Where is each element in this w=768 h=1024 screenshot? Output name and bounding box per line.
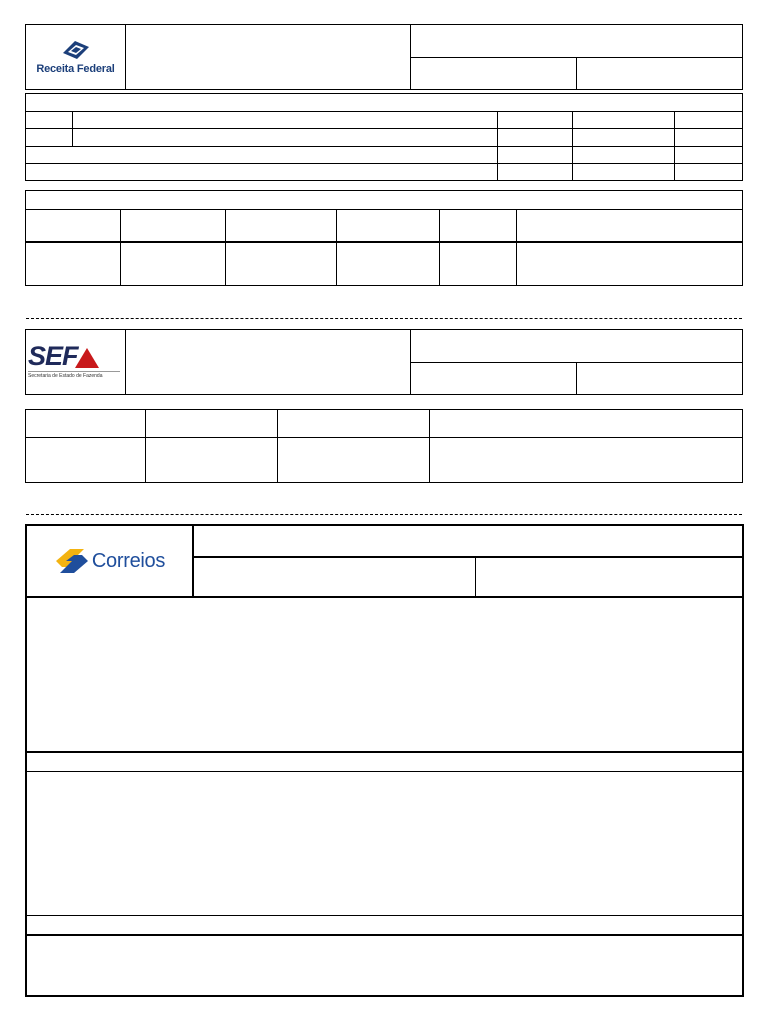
receita-table-2-col-2 xyxy=(225,209,226,286)
sef-table-col-1 xyxy=(145,409,146,483)
correios-logo-divider xyxy=(192,524,194,597)
receita-table-2-col-5 xyxy=(516,209,517,286)
receita-table-1-col-1 xyxy=(72,111,73,146)
sef-logo xyxy=(28,338,124,384)
cut-line-1 xyxy=(26,318,742,319)
receita-table-1-col-4 xyxy=(674,111,675,181)
receita-table-2-title-line xyxy=(25,209,743,210)
sef-table-col-3 xyxy=(429,409,430,483)
receita-logo-divider xyxy=(125,24,126,90)
receita-table-1-row-line-4 xyxy=(25,163,743,164)
correios-header-split xyxy=(192,556,744,558)
sef-logo-subtitle: Secretaria de Estado de Fazenda xyxy=(28,373,103,379)
correios-section-line-3 xyxy=(25,915,744,916)
correios-arrows-icon xyxy=(54,547,90,575)
receita-table-2-col-3 xyxy=(336,209,337,286)
receita-federal-logo xyxy=(26,26,125,88)
correios-section-line-2 xyxy=(25,771,744,772)
receita-right-subdivider xyxy=(576,57,577,90)
receita-table-2 xyxy=(25,190,743,286)
correios-section-line-4 xyxy=(25,934,744,936)
receita-table-2-header-line xyxy=(25,241,743,243)
receita-table-1-col-2 xyxy=(497,111,498,181)
receita-table-1-col-3 xyxy=(572,111,573,181)
receita-table-1-row-line-3 xyxy=(25,146,743,147)
cut-line-2 xyxy=(26,514,742,515)
receita-table-1-row-line-2 xyxy=(25,128,743,129)
receita-table-2-col-1 xyxy=(120,209,121,286)
receita-table-1 xyxy=(25,93,743,181)
correios-header-bottom xyxy=(25,596,744,598)
sef-table xyxy=(25,409,743,483)
receita-logo-text: Receita Federal xyxy=(36,63,115,75)
sef-table-col-2 xyxy=(277,409,278,483)
receita-table-1-row-line-1 xyxy=(25,111,743,112)
sef-logo-text: SEF xyxy=(28,341,78,371)
correios-section-line-1 xyxy=(25,751,744,753)
sef-right-subdivider xyxy=(576,362,577,395)
sef-logo-divider xyxy=(125,329,126,395)
sef-triangle-icon xyxy=(74,347,100,369)
receita-emblem-icon xyxy=(59,39,93,61)
correios-logo-text: Correios xyxy=(91,549,166,572)
correios-header-subdivider xyxy=(475,557,476,597)
receita-table-2-col-4 xyxy=(439,209,440,286)
sef-table-header-line xyxy=(25,437,743,438)
correios-logo xyxy=(27,526,192,596)
